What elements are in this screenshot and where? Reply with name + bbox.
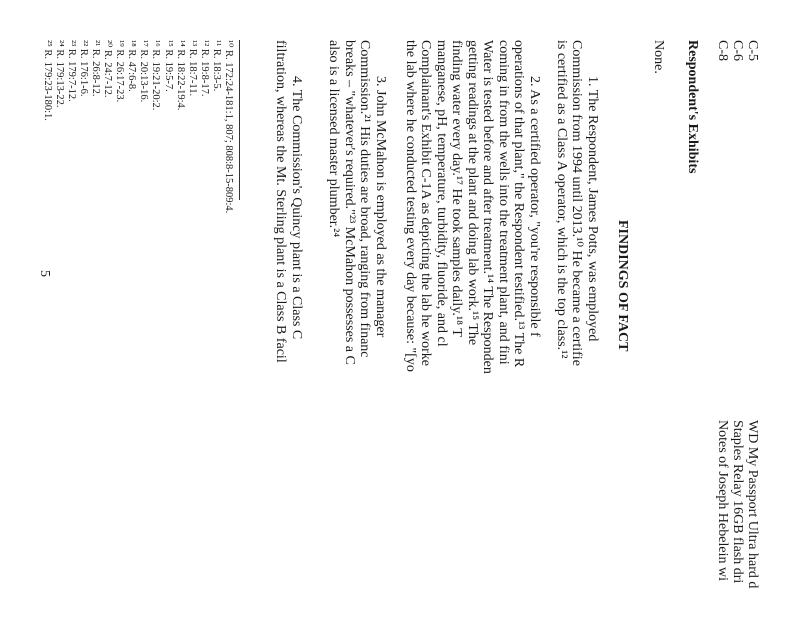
paragraph-line: is certified as a Class A operator, which is the top class.¹² [554, 40, 569, 359]
footnote: ¹⁹ R. 26:17-23. [114, 40, 126, 103]
footnote: ¹⁶ R. 19:21-20:2. [150, 40, 162, 111]
footnote-divider [239, 40, 240, 200]
paragraph-line: breaks – "whatever's required."²³ McMahon possesses a C [342, 40, 357, 365]
paragraph-line: getting readings at the plant and doing lab work.¹⁵ The [465, 40, 480, 346]
footnote: ¹⁵ R. 19:5-7. [162, 40, 174, 92]
paragraph-line: Commission from 1994 until 2013.¹⁰ He became a certifie [569, 40, 585, 366]
footnote: ¹³ R. 18:7-11. [186, 40, 198, 97]
exhibit-description: WD My Passport Ultra hard d [745, 420, 760, 589]
paragraph-line: Complainant's Exhibit C-1A as depicting the lab he worke [418, 40, 434, 367]
footnote: ²² R. 176:1-6. [77, 40, 89, 97]
page-number: 5 [37, 270, 52, 277]
exhibit-description: Staples Relay 16GB flash dri [730, 420, 745, 584]
paragraph-3 [326, 40, 388, 365]
respondent-exhibits-heading: Respondent's Exhibits [685, 40, 700, 174]
paragraph-line: operations of that plant," the Respondent testified.¹³ The R [511, 40, 527, 368]
paragraph-line: filtration, whereas the Mt. Sterling plant is a Class B facil [273, 40, 289, 363]
paragraph-line: 3. John McMahon is employed as the manager [373, 76, 388, 338]
footnote: ²⁰ R. 24:7-12. [102, 40, 114, 98]
footnote: ¹⁰ R. 172:24-181:1, 807; 808:8-15-809:4. [223, 40, 234, 214]
exhibit-description: Notes of Joseph Hebelein wi [715, 420, 730, 581]
paragraph-4 [273, 40, 304, 363]
footnote: ²¹ R. 26:8-12. [89, 40, 101, 97]
paragraph-1 [554, 40, 601, 366]
paragraph-line: Water is tested before and after treatment.¹⁴ The Responden [480, 40, 496, 374]
paragraph-2 [403, 40, 543, 374]
paragraph-line: finding water every day.¹⁷ He took samples daily.¹⁸ T [449, 40, 465, 337]
findings-of-fact-heading: FINDINGS OF FACT [615, 220, 630, 352]
footnote: ¹⁸ R. 47:6-8. [126, 40, 138, 92]
exhibit-code: C-8 [715, 40, 730, 61]
footnote: ¹² R. 19:8-17. [198, 40, 210, 97]
paragraph-line: 2. As a certified operator, "you're responsible f [527, 76, 542, 337]
exhibit-code: C-5 [745, 40, 760, 61]
footnotes [41, 40, 235, 213]
paragraph-line: 1. The Respondent, James Potts, was employed [585, 76, 600, 342]
paragraph-line: 4. The Commission's Quincy plant is a Class C [289, 76, 304, 340]
exhibit-code: C-6 [730, 40, 745, 61]
footnote: ¹⁴ R. 18:22-19:4. [174, 40, 186, 111]
paragraph-line: manganese, pH, temperature, turbidity, fluoride, and cl [434, 40, 449, 347]
footnote: ²⁵ R. 179:23-180:1. [41, 40, 53, 121]
paragraph-line: also is a licensed master plumber.²⁴ [326, 40, 342, 238]
paragraph-line: coming in from the wells into the treatment plant, and fini [496, 40, 511, 365]
respondent-exhibits-none: None. [651, 40, 666, 74]
footnote: ¹⁷ R. 20:13-16. [138, 40, 150, 103]
footnote: ²⁴ R. 179:13-22. [53, 40, 65, 108]
footnote: ¹¹ R. 18:3-5. [210, 40, 222, 92]
footnote: ²³ R. 179:7-12. [65, 40, 77, 102]
paragraph-line: the lab where he conducted testing every day because: "[yo [403, 40, 418, 372]
paragraph-line: Commission.²¹ His duties are broad, ranging from financ [357, 40, 373, 358]
